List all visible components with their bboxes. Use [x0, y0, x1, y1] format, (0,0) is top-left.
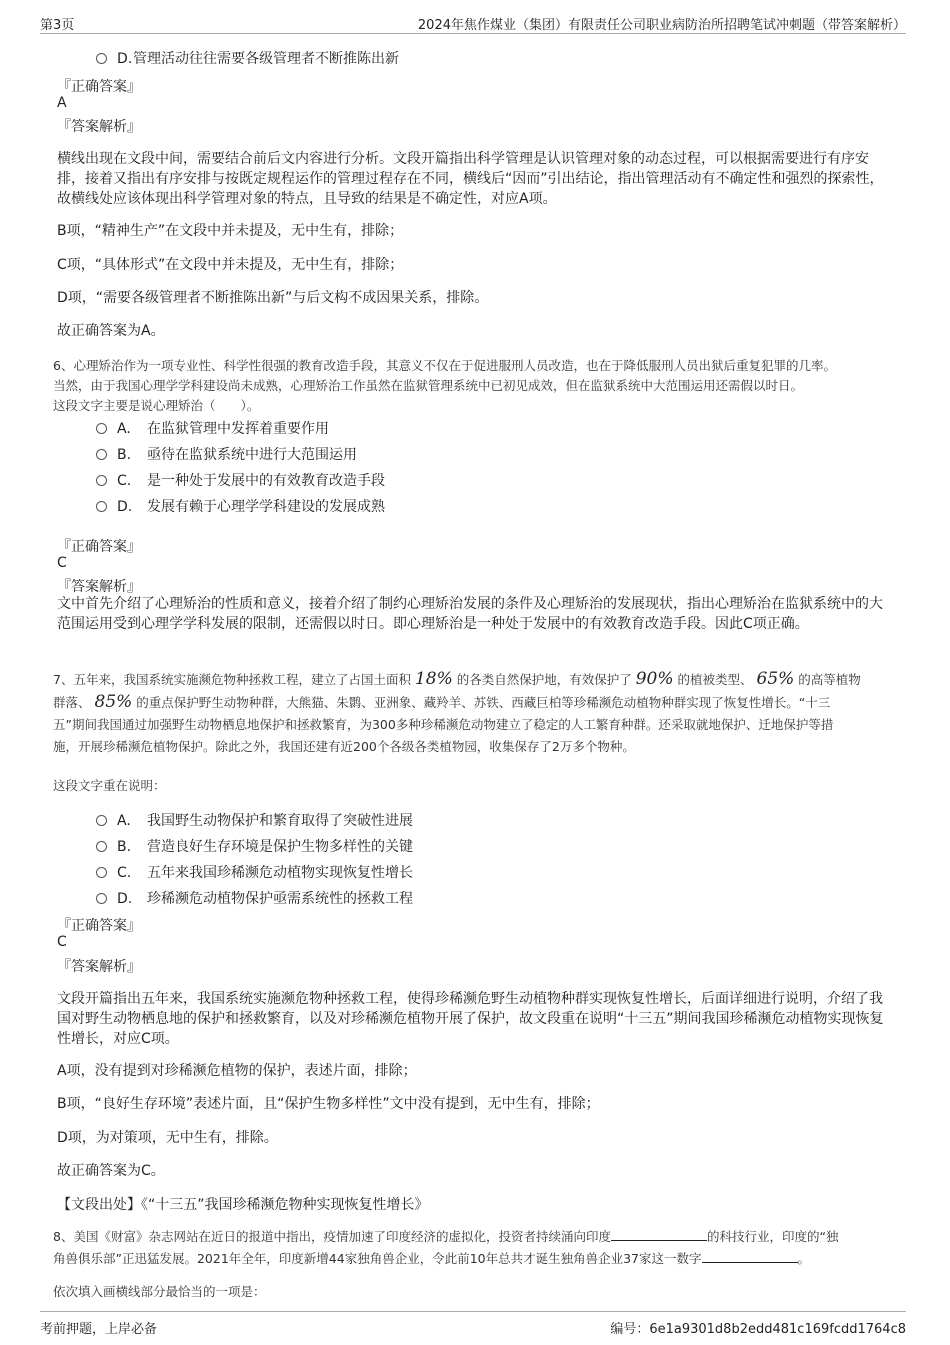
- option-label: D.: [117, 499, 133, 515]
- q6-stem-line-2: 当然，由于我国心理学学科建设尚未成熟，心理矫治工作虽然在监狱管理系统中已初见成效，但在监狱系统中大范围运用还需假以时日。: [53, 378, 804, 393]
- q5-analysis-heading: 『答案解析』: [57, 119, 141, 135]
- q7-pct-1: 18%: [414, 669, 453, 689]
- q7-pct-3: 65%: [756, 669, 795, 689]
- q6-answer-heading: 『正确答案』: [57, 539, 141, 555]
- q7-stem-c: 的植被类型、: [677, 672, 753, 687]
- q8-blank-1: [611, 1228, 707, 1241]
- radio-icon[interactable]: [96, 475, 107, 486]
- q7-stem: [53, 668, 898, 758]
- q7-analysis-heading: 『答案解析』: [57, 959, 141, 975]
- q8-stem-c: 角兽俱乐部”正迅猛发展。2021年全年，印度新增44家独角兽企业，令此前10年总共才诞生独角兽企业37家这一数字: [53, 1251, 702, 1266]
- q6-stem-line-1: 6、心理矫治作为一项专业性、科学性很强的教育改造手段，其意义不仅在于促进服刑人员改造，也在于降低服刑人员出狱后重复犯罪的几率。: [53, 358, 836, 373]
- q7-option-c[interactable]: [96, 862, 413, 882]
- q5-analysis-d: D项，“需要各级管理者不断推陈出新”与后文构不成因果关系，排除。: [57, 290, 489, 306]
- radio-icon[interactable]: [96, 449, 107, 460]
- option-label: B.: [117, 839, 132, 855]
- option-text: 我国野生动物保护和繁育取得了突破性进展: [147, 813, 413, 829]
- option-label: A.: [117, 421, 131, 437]
- q7-stem-g: 五”期间我国通过加强野生动物栖息地保护和拯救繁育，为300多种珍稀濒危动物建立了稳定的人工繁育种群。还采取就地保护、迁地保护等措: [53, 717, 834, 732]
- q8-stem-a: 8、美国《财富》杂志网站在近日的报道中指出，疫情加速了印度经济的虚拟化，投资者持续涌向印度: [53, 1229, 611, 1244]
- q6-analysis: 文中首先介绍了心理矫治的性质和意义，接着介绍了制约心理矫治发展的条件及心理矫治的发展现状，指出心理矫治在监狱系统中的大范围运用受到心理学学科发展的限制，还需假以时日。即心理矫治是一种处于发展中的有效教育改造手段。因此C项正确。: [57, 596, 883, 632]
- q5-option-d[interactable]: [96, 48, 399, 68]
- option-label: D.: [117, 51, 133, 67]
- q6-option-a[interactable]: [96, 418, 329, 438]
- q5-analysis-c: C项，“具体形式”在文段中并未提及，无中生有，排除；: [57, 257, 404, 273]
- q5-conclusion: 故正确答案为A。: [57, 323, 165, 339]
- page-header: [0, 0, 950, 36]
- radio-icon[interactable]: [96, 893, 107, 904]
- q8-stem-d: 。: [797, 1251, 811, 1266]
- q7-option-b[interactable]: [96, 836, 413, 856]
- option-text: 营造良好生存环境是保护生物多样性的关键: [147, 839, 413, 855]
- option-text: 珍稀濒危动植物保护亟需系统性的拯救工程: [147, 891, 413, 907]
- option-text: 是一种处于发展中的有效教育改造手段: [147, 473, 385, 489]
- q7-pct-2: 90%: [635, 669, 674, 689]
- document-id: 编号：6e1a9301d8b2edd481c169fcdd1764c8: [610, 1322, 906, 1337]
- option-text: 亟待在监狱系统中进行大范围运用: [147, 447, 357, 463]
- q7-conclusion: 故正确答案为C。: [57, 1163, 165, 1179]
- q7-stem-e: 群落、: [53, 695, 91, 710]
- q7-option-d[interactable]: [96, 888, 413, 908]
- q6-stem-line-3: 这段文字主要是说心理矫治（ ）。: [53, 398, 260, 413]
- q7-answer: C: [57, 934, 67, 950]
- q5-analysis-main: 横线出现在文段中间，需要结合前后文内容进行分析。文段开篇指出科学管理是认识管理对象的动态过程，可以根据需要进行有序安排，接着又指出有序安排与按既定规程运作的管理过程存在不同，横线后“因而”引出结论，指出管理活动有不确定性和强烈的探索性，故横线处应该体现出科学管理对象的特点，且导致的结果是不确定性，对应A项。: [57, 151, 884, 207]
- q5-answer: A: [57, 95, 67, 111]
- footer-divider: [40, 1311, 906, 1312]
- option-text: 在监狱管理中发挥着重要作用: [147, 421, 329, 437]
- q7-question: 这段文字重在说明：: [53, 778, 166, 793]
- q7-answer-heading: 『正确答案』: [57, 918, 141, 934]
- q8-blank-2: [702, 1250, 798, 1263]
- option-text: 发展有赖于心理学学科建设的发展成熟: [147, 499, 385, 515]
- q7-option-a[interactable]: [96, 810, 413, 830]
- q7-stem-f: 的重点保护野生动物种群，大熊猫、朱鹮、亚洲象、藏羚羊、苏铁、西藏巨柏等珍稀濒危动植物种群实现了恢复性增长。“十三: [136, 695, 831, 710]
- q5-analysis-b: B项，“精神生产”在文段中并未提及，无中生有，排除；: [57, 223, 404, 239]
- q6-analysis-heading: 『答案解析』: [57, 579, 141, 595]
- q7-source: 【文段出处】《“十三五”我国珍稀濒危物种实现恢复性增长》: [57, 1197, 429, 1213]
- option-label: C.: [117, 473, 132, 489]
- q7-stem-b: 的各类自然保护地，有效保护了: [456, 672, 632, 687]
- q6-answer: C: [57, 555, 67, 571]
- option-text: 五年来我国珍稀濒危动植物实现恢复性增长: [147, 865, 413, 881]
- option-label: B.: [117, 447, 132, 463]
- q7-analysis-b: B项，“良好生存环境”表述片面，且“保护生物多样性”文中没有提到，无中生有，排除；: [57, 1096, 600, 1112]
- q6-option-d[interactable]: [96, 496, 385, 516]
- q8-stem-b: 的科技行业，印度的“独: [706, 1229, 839, 1244]
- option-label: C.: [117, 865, 132, 881]
- q5-answer-heading: 『正确答案』: [57, 79, 141, 95]
- option-label: D.: [117, 891, 133, 907]
- q7-stem-h: 施，开展珍稀濒危植物保护。除此之外，我国还建有近200个各级各类植物园，收集保存了2万多个物种。: [53, 739, 635, 754]
- q6-option-c[interactable]: [96, 470, 385, 490]
- option-text: 管理活动往往需要各级管理者不断推陈出新: [133, 51, 399, 67]
- header-divider: [40, 33, 906, 34]
- q6-option-b[interactable]: [96, 444, 357, 464]
- radio-icon[interactable]: [96, 841, 107, 852]
- radio-icon[interactable]: [96, 423, 107, 434]
- document-title: 2024年焦作煤业（集团）有限责任公司职业病防治所招聘笔试冲刺题（带答案解析）: [417, 18, 906, 33]
- radio-icon[interactable]: [96, 867, 107, 878]
- q7-analysis-d: D项，为对策项，无中生有，排除。: [57, 1130, 278, 1146]
- q7-stem-a: 7、五年来，我国系统实施濒危物种拯救工程，建立了占国土面积: [53, 672, 411, 687]
- option-label: A.: [117, 813, 131, 829]
- page-footer: [0, 1305, 950, 1345]
- radio-icon[interactable]: [96, 501, 107, 512]
- q8-question: 依次填入画横线部分最恰当的一项是：: [53, 1284, 266, 1299]
- page-number: 第3页: [40, 18, 75, 33]
- footer-slogan: 考前押题，上岸必备: [40, 1322, 158, 1337]
- q7-analysis-main: 文段开篇指出五年来，我国系统实施濒危物种拯救工程，使得珍稀濒危野生动植物种群实现恢复性增长，后面详细进行说明，介绍了我国对野生动物栖息地的保护和拯救繁育，以及对珍稀濒危植物开展了保护，故文段重在说明“十三五”期间我国珍稀濒危动植物实现恢复性增长，对应C项。: [57, 991, 884, 1047]
- radio-icon[interactable]: [96, 815, 107, 826]
- q8-stem: [53, 1226, 898, 1270]
- q7-analysis-a: A项，没有提到对珍稀濒危植物的保护，表述片面，排除；: [57, 1063, 417, 1079]
- radio-icon[interactable]: [96, 53, 107, 64]
- q7-pct-4: 85%: [94, 692, 133, 712]
- q7-stem-d: 的高等植物: [798, 672, 861, 687]
